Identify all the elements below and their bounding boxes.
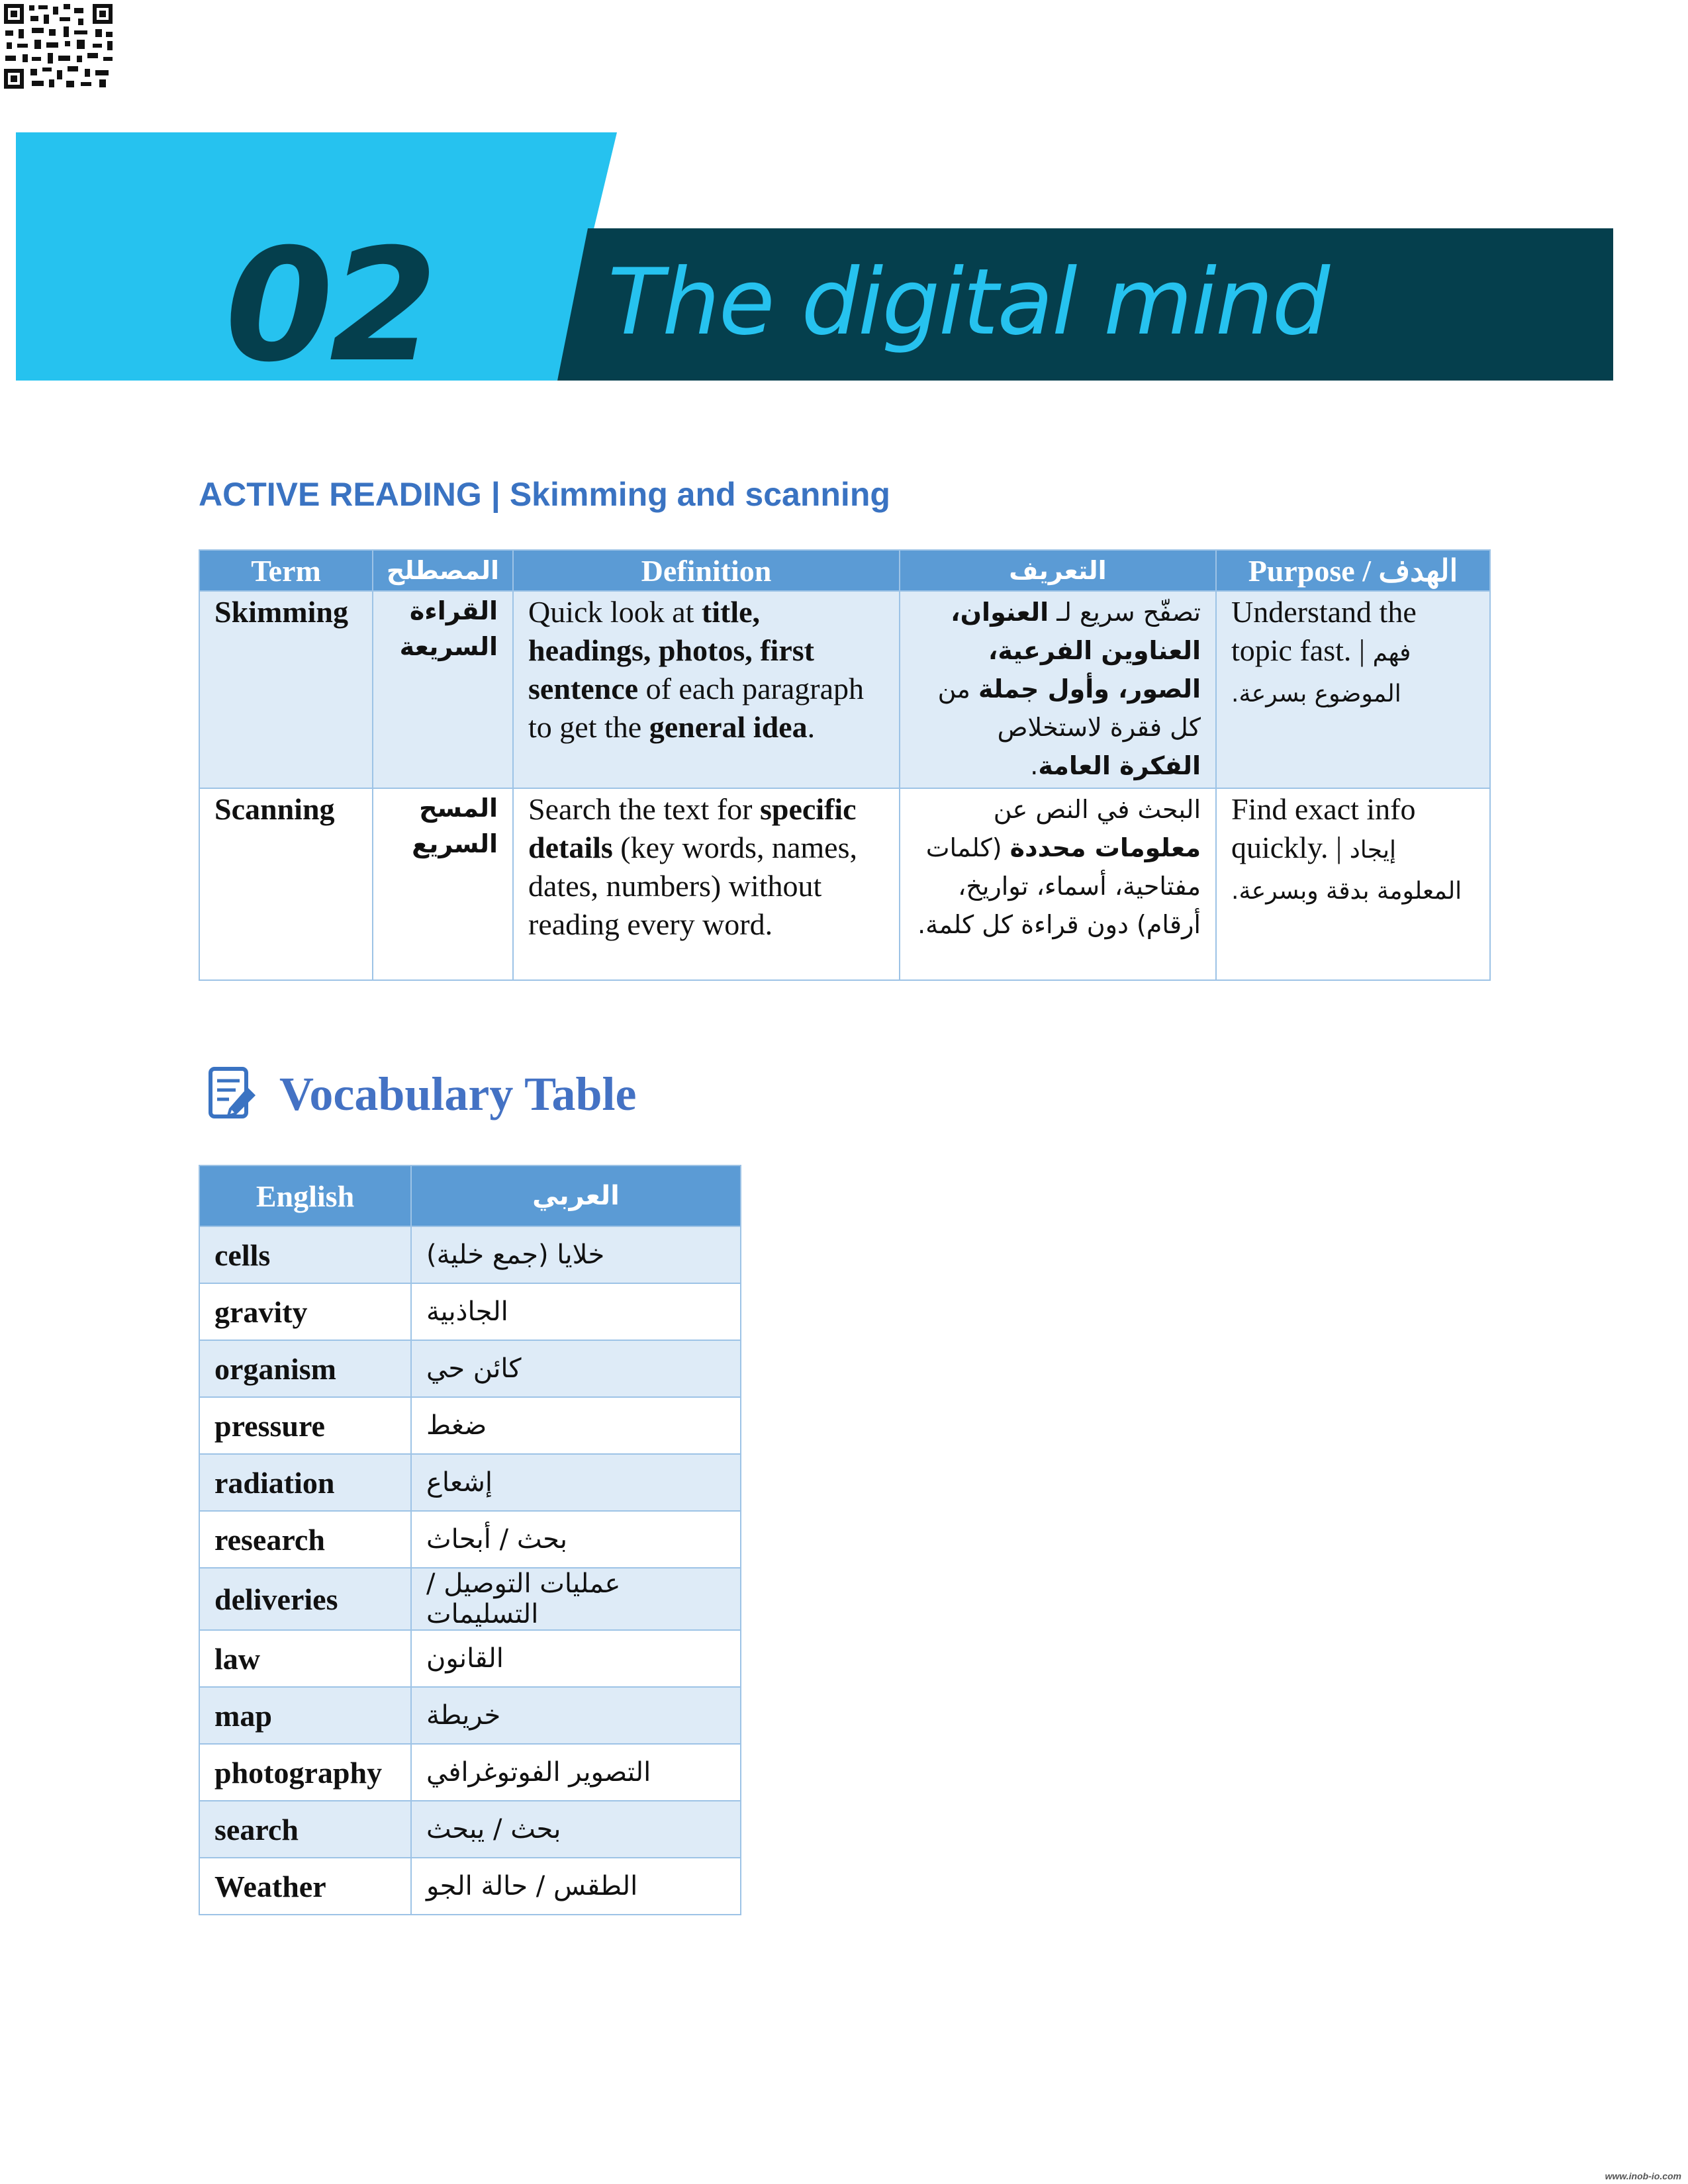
definition-ar-cell: تصفّح سريع لـ العنوان، العناوين الفرعية، الصور، وأول جملة من كل فقرة لاستخلاص الفكرة العامة. xyxy=(900,591,1216,788)
purpose-ar: فهم الموضوع بسرعة. xyxy=(1231,639,1411,707)
header-definition-ar: التعريف xyxy=(900,550,1216,591)
unit-number: 02 xyxy=(225,216,434,396)
vocab-arabic-cell xyxy=(411,1397,741,1454)
table-row xyxy=(199,1630,741,1687)
vocab-arabic-text: ضغط xyxy=(426,1410,487,1441)
purpose-en: Understand the topic fast. | xyxy=(1231,595,1417,667)
table-row xyxy=(199,1801,741,1858)
vocab-arabic-text: القانون xyxy=(426,1643,504,1674)
vocab-arabic-text: عمليات التوصيل / التسليمات xyxy=(426,1569,621,1629)
vocab-arabic-text: إشعاع xyxy=(426,1467,492,1498)
definition-cell: Quick look at title, headings, photos, first sentence of each paragraph to get the general idea. xyxy=(513,591,900,788)
notes-edit-icon xyxy=(207,1065,259,1123)
vocab-arabic-cell xyxy=(411,1226,741,1283)
unit-title: The digital mind xyxy=(608,249,1329,355)
table-row xyxy=(199,1744,741,1801)
header-term: Term xyxy=(199,550,373,591)
vocabulary-table xyxy=(199,1165,741,1915)
vocab-arabic-cell xyxy=(411,1340,741,1397)
vocab-arabic-text: الجاذبية xyxy=(426,1297,508,1327)
table-header-row xyxy=(199,550,1490,591)
vocab-arabic-cell xyxy=(411,1283,741,1340)
vocab-english-cell: research xyxy=(199,1511,411,1568)
vocab-arabic-cell xyxy=(411,1744,741,1801)
purpose-ar: إيجاد المعلومة بدقة وبسرعة. xyxy=(1231,837,1462,905)
unit-banner xyxy=(0,0,1688,397)
vocab-english-cell: organism xyxy=(199,1340,411,1397)
section-label: ACTIVE READING xyxy=(199,476,482,513)
table-row xyxy=(199,1858,741,1915)
vocab-arabic-cell xyxy=(411,1801,741,1858)
vocab-arabic-text: الطقس / حالة الجو xyxy=(426,1871,638,1901)
table-row xyxy=(199,1226,741,1283)
vocab-arabic-cell xyxy=(411,1858,741,1915)
table-row xyxy=(199,591,1490,788)
vocab-english-cell: radiation xyxy=(199,1454,411,1511)
table-row xyxy=(199,1397,741,1454)
vocab-arabic-text: بحث / يبحث xyxy=(426,1814,561,1844)
term-ar-cell: القراءة السريعة xyxy=(373,591,513,788)
purpose-cell xyxy=(1216,591,1490,788)
vocab-heading xyxy=(207,1064,637,1124)
vocab-english-cell: Weather xyxy=(199,1858,411,1915)
table-header-row xyxy=(199,1165,741,1226)
section-separator: | xyxy=(491,476,500,513)
vocab-arabic-cell xyxy=(411,1568,741,1630)
term-cell: Skimming xyxy=(199,591,373,788)
vocab-arabic-cell xyxy=(411,1454,741,1511)
vocab-english-cell: deliveries xyxy=(199,1568,411,1630)
header-arabic: العربي xyxy=(411,1165,741,1226)
vocab-arabic-cell xyxy=(411,1687,741,1744)
qr-code-icon[interactable] xyxy=(0,0,117,93)
vocab-arabic-text: خلايا (جمع خلية) xyxy=(426,1240,605,1270)
table-row xyxy=(199,1283,741,1340)
table-row xyxy=(199,1568,741,1630)
section-heading xyxy=(199,475,890,514)
table-row xyxy=(199,788,1490,980)
definition-cell: Search the text for specific details (key words, names, dates, numbers) without reading every word. xyxy=(513,788,900,980)
purpose-cell xyxy=(1216,788,1490,980)
definition-ar-cell: البحث في النص عن معلومات محددة (كلمات مفتاحية، أسماء، تواريخ، أرقام) دون قراءة كل كلمة. xyxy=(900,788,1216,980)
vocab-arabic-text: كائن حي xyxy=(426,1353,522,1384)
vocab-arabic-text: خريطة xyxy=(426,1700,501,1731)
term-ar-cell: المسح السريع xyxy=(373,788,513,980)
purpose-en: Find exact info quickly. | xyxy=(1231,792,1416,864)
section-topic: Skimming and scanning xyxy=(509,476,890,513)
header-english: English xyxy=(199,1165,411,1226)
vocab-arabic-cell xyxy=(411,1511,741,1568)
vocab-title: Vocabulary Table xyxy=(279,1067,637,1120)
vocab-english-cell: search xyxy=(199,1801,411,1858)
header-term-ar: المصطلح xyxy=(373,550,513,591)
table-row xyxy=(199,1687,741,1744)
vocab-arabic-text: التصوير الفوتوغرافي xyxy=(426,1757,651,1788)
table-row xyxy=(199,1511,741,1568)
header-definition: Definition xyxy=(513,550,900,591)
header-purpose: Purpose / الهدف xyxy=(1216,550,1490,591)
reading-strategies-table xyxy=(199,549,1491,981)
term-cell: Scanning xyxy=(199,788,373,980)
table-row xyxy=(199,1340,741,1397)
vocab-english-cell: map xyxy=(199,1687,411,1744)
footer-url: www.inob-io.com xyxy=(1605,2171,1681,2181)
vocab-english-cell: photography xyxy=(199,1744,411,1801)
vocab-english-cell: gravity xyxy=(199,1283,411,1340)
vocab-arabic-text: بحث / أبحاث xyxy=(426,1524,568,1555)
table-row xyxy=(199,1454,741,1511)
vocab-english-cell: law xyxy=(199,1630,411,1687)
vocab-arabic-cell xyxy=(411,1630,741,1687)
vocab-english-cell: cells xyxy=(199,1226,411,1283)
vocab-english-cell: pressure xyxy=(199,1397,411,1454)
